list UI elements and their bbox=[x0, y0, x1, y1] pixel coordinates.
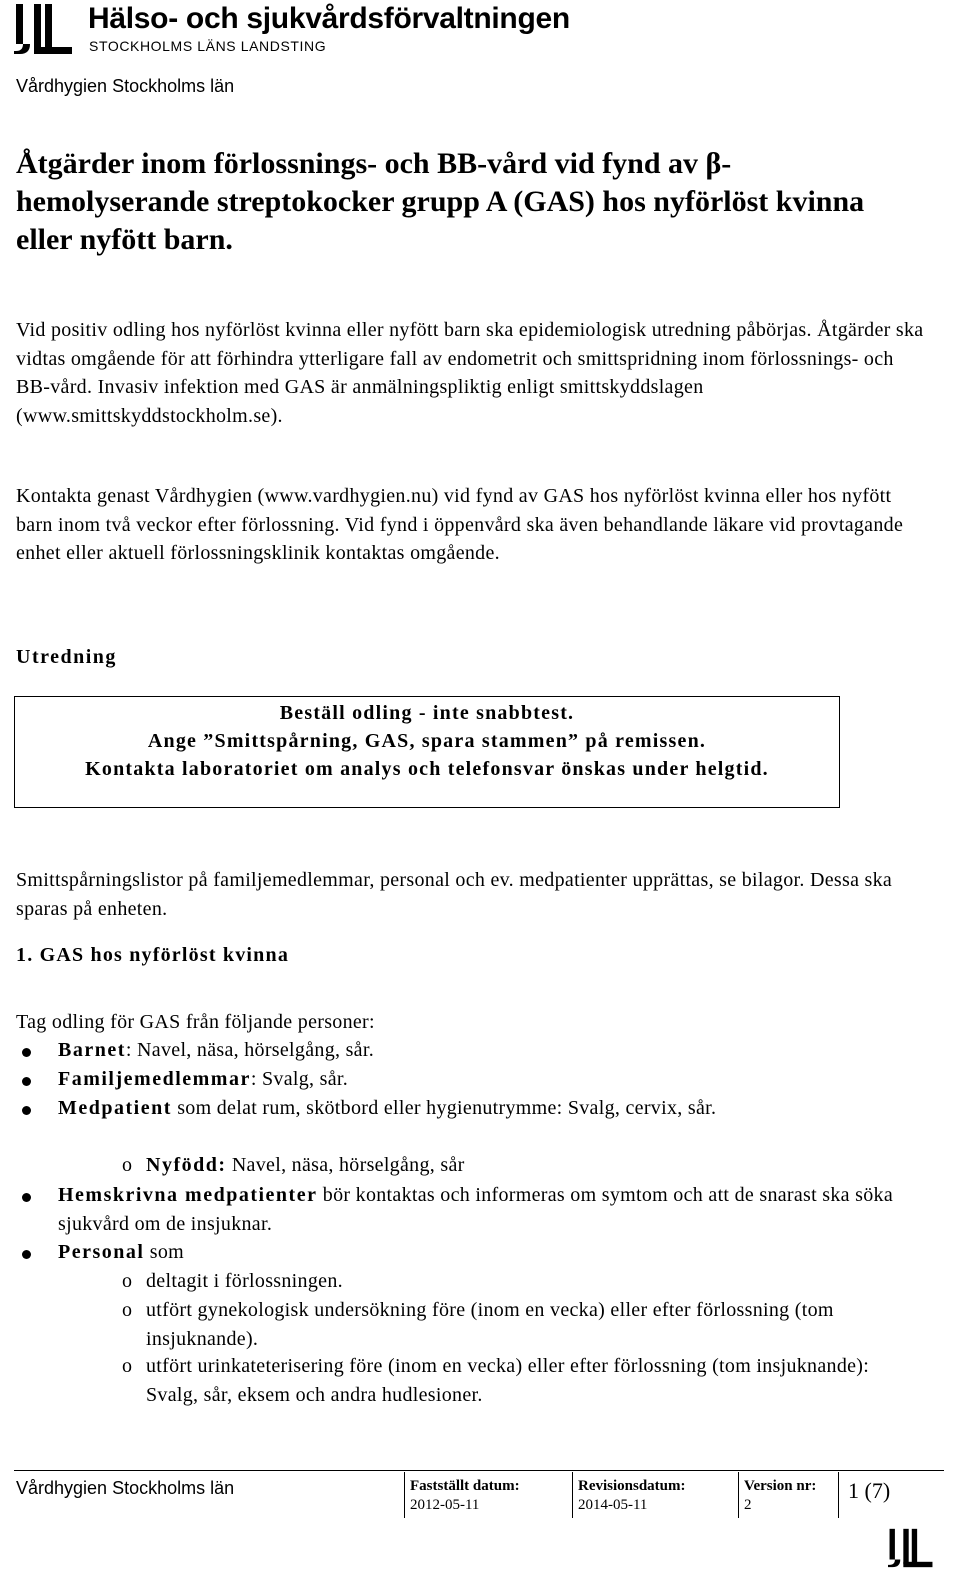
bullet-icon bbox=[22, 1193, 31, 1202]
footer-separator bbox=[572, 1472, 573, 1518]
page-number: 1 (7) bbox=[848, 1478, 891, 1503]
bullet-icon bbox=[22, 1077, 31, 1086]
sll-logo-small-icon bbox=[888, 1528, 934, 1568]
list-item: Personal som bbox=[58, 1241, 184, 1263]
established-date: 2012-05-11 bbox=[410, 1497, 480, 1513]
list-item: Medpatient som delat rum, skötbord eller hygienutrymme: Svalg, cervix, sår. bbox=[58, 1097, 717, 1119]
established-label: Fastställt datum: bbox=[410, 1478, 520, 1494]
org-subtitle: STOCKHOLMS LÄNS LANDSTING bbox=[89, 38, 327, 54]
footer-separator bbox=[838, 1472, 839, 1518]
revision-date: 2014-05-11 bbox=[578, 1497, 648, 1513]
footer-divider bbox=[14, 1470, 944, 1471]
sub-list-item: o utfört gynekologisk undersökning före (inom en vecka) eller efter förlossning (tom insjuknande). bbox=[122, 1299, 834, 1350]
sub-list-item: o Nyfödd: Navel, näsa, hörselgång, sår bbox=[122, 1154, 465, 1176]
instruction-line: Ange ”Smittspårning, GAS, spara stammen” på remissen. bbox=[147, 730, 707, 752]
list-item: Familjemedlemmar: Svalg, sår. bbox=[58, 1068, 349, 1090]
footer-separator bbox=[738, 1472, 739, 1518]
footer-department: Vårdhygien Stockholms län bbox=[16, 1478, 235, 1498]
version-label: Version nr: bbox=[744, 1478, 817, 1494]
org-name: Hälso- och sjukvårdsförvaltningen bbox=[88, 2, 570, 35]
sub-list-item: o utfört urinkateterisering före (inom en vecka) eller efter förlossning (tom insjuknande): Svalg, sår, eksem och andra hudlesioner. bbox=[122, 1355, 870, 1406]
department-header: Vårdhygien Stockholms län bbox=[16, 76, 235, 96]
footer-separator bbox=[404, 1472, 405, 1518]
version-number: 2 bbox=[744, 1497, 752, 1513]
sub-list-item: o deltagit i förlossningen. bbox=[122, 1270, 343, 1292]
tracing-paragraph: Smittspårningslistor på familjemedlemmar, personal och ev. medpatienter upprättas, se bilagor. Dessa ska sparas på enheten. bbox=[16, 869, 893, 920]
bullet-icon bbox=[22, 1048, 31, 1057]
bullet-icon bbox=[22, 1250, 31, 1259]
document-title: Åtgärder inom förlossnings- och BB-vård vid fynd av β-hemolyserande streptokocker grupp A (GAS) hos nyförlöst kvinna eller nyfött barn. bbox=[16, 147, 865, 256]
instruction-line: Beställ odling - inte snabbtest. bbox=[279, 702, 575, 724]
revision-label: Revisionsdatum: bbox=[578, 1478, 686, 1494]
section-heading-gas: 1. GAS hos nyförlöst kvinna bbox=[16, 944, 290, 966]
list-item: Barnet: Navel, näsa, hörselgång, sår. bbox=[58, 1039, 375, 1061]
bullet-icon bbox=[22, 1106, 31, 1115]
contact-paragraph: Kontakta genast Vårdhygien (www.vardhygien.nu) vid fynd av GAS hos nyförlöst kvinna eller hos nyfött barn inom två veckor efter förlossning. Vid fynd i öppenvård ska även behandlande läkare vid provtagande enhet eller aktuell förlossningsklinik kontaktas omgående. bbox=[16, 485, 904, 564]
sll-logo-icon bbox=[14, 4, 74, 54]
list-item: Hemskrivna medpatienter bör kontaktas och informeras om symtom och att de snarast ska söka sjukvård om de insjuknar. bbox=[58, 1184, 894, 1235]
culture-intro: Tag odling för GAS från följande personer: bbox=[16, 1011, 375, 1033]
section-heading-utredning: Utredning bbox=[16, 646, 117, 668]
instruction-box bbox=[14, 696, 840, 808]
intro-paragraph: Vid positiv odling hos nyförlöst kvinna eller nyfött barn ska epidemiologisk utredning påbörjas. Åtgärder ska vidtas omgående för att förhindra ytterligare fall av endometrit och smittspridning inom förlossnings- och BB-vård. Invasiv infektion med GAS är anmälningspliktig enligt smittskyddslagen (www.smittskyddstockholm.se). bbox=[16, 319, 924, 427]
instruction-line: Kontakta laboratoriet om analys och telefonsvar önskas under helgtid. bbox=[85, 758, 769, 780]
